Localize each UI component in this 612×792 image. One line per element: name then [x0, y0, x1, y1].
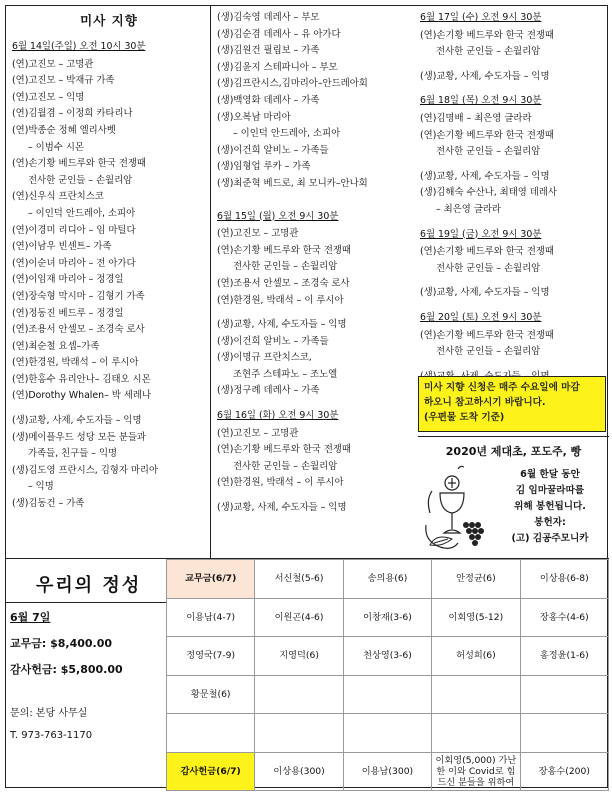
- dues-total: 교무금: $8,400.00: [10, 637, 113, 650]
- spacer: [420, 277, 607, 285]
- table-cell: 이창재(3-6): [343, 598, 431, 637]
- table-cell: 이용남(4-7): [167, 598, 255, 637]
- mass-date-heading: 6월 17일 (수) 오전 9시 30분: [420, 12, 542, 23]
- contributions-section: [6, 558, 609, 789]
- intention-line: (연)김월겸 – 이정희 카타리나: [12, 108, 133, 120]
- bulletin-page: [5, 5, 608, 788]
- intention-line: (연)이남우 빈센트– 가족: [12, 241, 112, 253]
- intention-line: (생)김도영 프란시스, 김형자 마리아: [12, 464, 159, 476]
- table-row: [167, 752, 609, 791]
- table-cell: [255, 675, 343, 714]
- intentions-title: 미사 지향: [80, 13, 138, 28]
- intention-line: (연)손기황 베드루와 한국 전쟁때: [420, 29, 554, 41]
- intention-line: 전사한 군인들 – 손월리암: [28, 174, 133, 186]
- intention-line: (생)최준혁 베드로, 최 모니카–안나회: [217, 177, 368, 189]
- intention-line: (연)손기황 베드루와 한국 전쟁때: [217, 244, 351, 256]
- table-cell: 천상영(3-6): [343, 637, 431, 676]
- table-cell: 지영덕(6): [255, 637, 343, 676]
- contributions-date: 6월 7일: [10, 611, 51, 624]
- mass-date-heading: 6월 19일 (금) 오전 9시 30분: [420, 228, 542, 240]
- intention-line: (연)정동진 베드루 – 정경일: [12, 307, 124, 319]
- intention-line: (생)백영화 데레사 – 가족: [217, 94, 320, 106]
- intention-line: (생)교황, 사제, 수도자들 – 익명: [420, 170, 550, 182]
- table-cell: [167, 714, 255, 753]
- intention-line: (생)교황, 사제, 수도자들 – 익명: [217, 502, 347, 514]
- intention-line: 전사한 군인들 – 손월리암: [436, 262, 541, 274]
- intention-line: (연)고진모 – 고명관: [217, 228, 299, 240]
- chalice-grapes-icon: [422, 463, 496, 555]
- table-cell: [520, 714, 608, 753]
- contact-label: 문의: 본당 사무실: [10, 708, 88, 719]
- intention-line: (생)교황, 사제, 수도자들 – 익명: [420, 70, 550, 82]
- intention-line: 전사한 군인들 – 손월리암: [436, 46, 541, 58]
- intention-line: (생)이건희 알비노 – 가족들: [217, 335, 329, 347]
- intention-line: – 이범수 시몬: [28, 141, 84, 153]
- table-row: [167, 560, 609, 599]
- contributions-summary: [6, 559, 166, 790]
- table-cell: 송의용(6): [343, 560, 431, 599]
- table-cell: 허성희(6): [432, 637, 520, 676]
- intention-line: (연)한경원, 박래석 – 이 루시아: [217, 477, 344, 489]
- table-cell: [255, 714, 343, 753]
- table-cell: 감사헌금(6/7): [167, 752, 255, 791]
- spacer: [217, 309, 412, 317]
- intention-line: (생)메이플우드 성당 모든 분들과: [12, 431, 146, 443]
- intention-line: (생)이명규 프란치스코,: [217, 352, 312, 364]
- intention-line: (연)조용서 안셀모 – 조경숙 로사: [217, 277, 350, 289]
- intention-line: (연)박종순 정혜 엘리사벳: [12, 124, 116, 136]
- spacer: [12, 405, 206, 413]
- offering-text: [494, 467, 606, 547]
- table-row: [167, 675, 609, 714]
- intention-line: (생)교황, 사제, 수도자들 – 익명: [217, 319, 347, 331]
- intention-line: (연)Dorothy Whalen– 박 세레나: [12, 390, 151, 402]
- intention-line: (연)고진모 – 박재규 가족: [12, 75, 115, 87]
- intention-line: – 익명: [28, 481, 54, 493]
- thanks-total: 감사헌금: $5,800.00: [10, 663, 123, 676]
- intention-line: (연)손기황 베드루와 한국 전쟁때: [12, 158, 146, 170]
- intention-line: (연)조용서 안셀모 – 조경숙 로사: [12, 324, 145, 336]
- table-cell: [432, 675, 520, 714]
- intention-line: (연)고진모 – 고명관: [12, 58, 94, 70]
- notice-line: (우편물 도착 기준): [424, 412, 505, 423]
- table-cell: 장홍수(4-6): [520, 598, 608, 637]
- table-row: [167, 714, 609, 753]
- intention-line: – 이인덕 안드레아, 소피아: [233, 128, 341, 140]
- intention-line: (생)김윤지 스테파니아 – 부모: [217, 61, 338, 73]
- intention-line: (연)손기황 베드루와 한국 전쟁때: [217, 444, 351, 456]
- spacer: [420, 85, 607, 93]
- intention-line: (연)한경원, 박래석 – 이 루시아: [217, 294, 344, 306]
- intention-line: (생)김숙영 데레사 – 부모: [217, 12, 320, 23]
- table-cell: 서신철(5-6): [255, 560, 343, 599]
- table-cell: 이상용(6-8): [520, 560, 608, 599]
- table-cell: 이상용(300): [255, 752, 343, 791]
- table-cell: 이회영(5,000) 가난한 이와 Covid로 힘드신 분들을 위하여: [432, 752, 520, 791]
- table-cell: 이회영(5-12): [432, 598, 520, 637]
- mass-date-heading: 6월 16일 (화) 오전 9시 30분: [217, 410, 339, 422]
- mass-date-heading: 6월 15일 (월) 오전 9시 30분: [217, 210, 339, 222]
- intention-line: (생)정구례 데레사 – 가족: [217, 385, 320, 397]
- notice-line: 하오니 참고하시기 바랍니다.: [424, 397, 546, 408]
- spacer: [217, 492, 412, 500]
- offering-title: 2020년 제대초, 포도주, 빵: [445, 445, 582, 458]
- intentions-column-2: [211, 6, 416, 558]
- intention-line: (연)장숙형 막시마 – 김형기 가족: [12, 290, 145, 302]
- table-cell: 이원곤(4-6): [255, 598, 343, 637]
- table-cell: 안정균(6): [432, 560, 520, 599]
- offering-line: 봉헌자:: [534, 517, 566, 528]
- table-cell: [520, 675, 608, 714]
- altar-offering-box: [418, 436, 609, 558]
- intention-line: (연)이순녀 마리아 – 전 아가다: [12, 257, 136, 269]
- intention-line: (연)이경미 리디아 – 임 마틸다: [12, 224, 136, 236]
- intention-line: (연)신우식 프란치스코: [12, 191, 104, 203]
- intention-line: (연)고진모 – 익명: [12, 91, 85, 103]
- intention-line: 전사한 군인들 – 손월리암: [233, 261, 338, 273]
- spacer: [217, 400, 412, 408]
- intention-line: (생)김해숙 수산나, 최태영 데레사: [420, 187, 557, 199]
- contributions-title: 우리의 정성: [36, 575, 142, 596]
- intention-line: 가족들, 친구들 – 익명: [28, 448, 118, 460]
- intention-line: (생)이건희 알비노 – 가족들: [217, 144, 329, 156]
- offering-line: 김 임마꿀라따를: [515, 485, 585, 496]
- spacer: [420, 361, 607, 369]
- offering-line: 6월 한달 동안: [520, 469, 580, 480]
- mass-date-heading: 6월 18일 (목) 오전 9시 30분: [420, 95, 542, 107]
- intention-line: (연)손기황 베드루와 한국 전쟁때: [420, 246, 554, 258]
- intention-line: (생)임형업 루카 – 가족: [217, 161, 311, 173]
- intention-line: (생)교황, 사제, 수도자들 – 익명: [12, 415, 142, 427]
- intention-line: (연)손기황 베드루와 한국 전쟁때: [420, 129, 554, 141]
- intention-line: (연)한홍수 유리안나– 김태오 시몬: [12, 373, 151, 385]
- intention-line: (연)고진모 – 고명관: [217, 427, 299, 439]
- spacer: [217, 193, 412, 209]
- intention-line: 전사한 군인들 – 손월리암: [436, 346, 541, 358]
- notice-line: 미사 지향 신청은 매주 수요일에 마감: [424, 382, 580, 393]
- intention-line: 조현주 스테파노 – 조노엘: [233, 368, 338, 380]
- spacer: [420, 302, 607, 310]
- table-cell: [343, 675, 431, 714]
- spacer: [420, 219, 607, 227]
- intention-line: (생)김동건 – 가족: [12, 498, 85, 510]
- table-cell: 정영국(7-9): [167, 637, 255, 676]
- intention-line: 전사한 군인들 – 손월리암: [436, 146, 541, 158]
- table-cell: 교무금(6/7): [167, 560, 255, 599]
- table-cell: [432, 714, 520, 753]
- intention-line: – 최은영 글라라: [436, 203, 501, 215]
- intention-line: (생)김원건 필립보 – 가족: [217, 45, 320, 57]
- table-cell: 장홍수(200): [520, 752, 608, 791]
- table-cell: 홍정윤(1-6): [520, 637, 608, 676]
- offering-line: (고) 김공주모니카: [511, 533, 589, 544]
- intention-line: (생)오복남 마리아: [217, 111, 291, 123]
- divider: [6, 602, 166, 603]
- intention-line: (생)김프란시스,김마리아–안드레아회: [217, 78, 368, 90]
- intention-line: (연)이임재 마리아 – 정경일: [12, 274, 124, 286]
- offering-line: 위해 봉헌됩니다.: [514, 501, 586, 512]
- table-row: [167, 637, 609, 676]
- intention-line: (연)김명배 – 최은영 글라라: [420, 112, 532, 124]
- table-cell: 이용남(300): [343, 752, 431, 791]
- intention-line: (연)최순철 요셉–가족: [12, 340, 100, 352]
- table-cell: [343, 714, 431, 753]
- table-row: [167, 598, 609, 637]
- contributions-table: [166, 559, 609, 791]
- intentions-notice: [418, 376, 606, 432]
- intention-line: (생)김순겸 데레사 – 유 아가다: [217, 28, 341, 40]
- intention-line: (생)교황, 사제, 수도자들 – 익명: [420, 287, 550, 299]
- spacer: [420, 61, 607, 69]
- intention-line: – 이인덕 안드레아, 소피아: [28, 207, 136, 219]
- intentions-column-1: [6, 6, 211, 558]
- mass-date-heading: 6월 20일 (토) 오전 9시 30분: [420, 311, 542, 323]
- intention-line: (연)한경원, 박래석 – 이 루시아: [12, 357, 139, 369]
- intention-line: (연)손기황 베드루와 한국 전쟁때: [420, 329, 554, 341]
- mass-date-heading: 6월 14일(주일) 오전 10시 30분: [12, 41, 146, 52]
- contact-phone: T. 973-763-1170: [10, 730, 93, 741]
- table-cell: 황문철(6): [167, 675, 255, 714]
- spacer: [420, 161, 607, 169]
- intention-line: 전사한 군인들 – 손월리암: [233, 460, 338, 472]
